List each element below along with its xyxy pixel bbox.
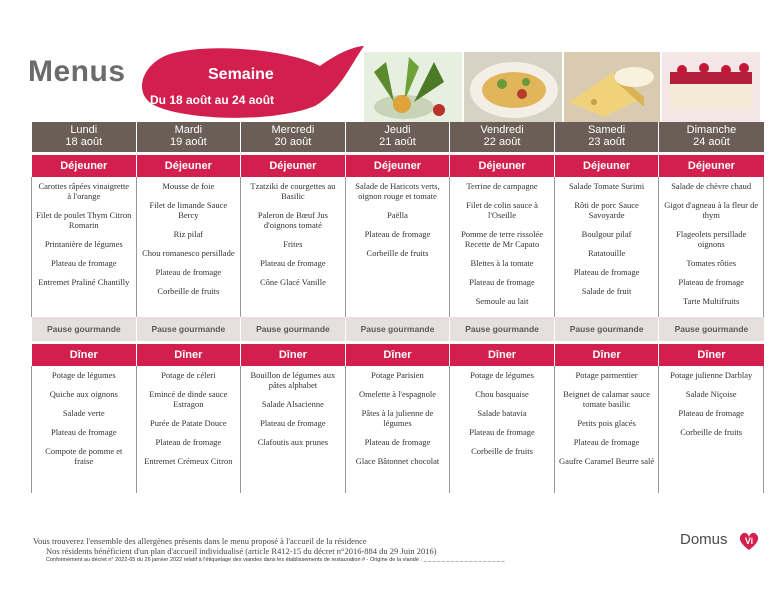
lunch-label: Déjeuner	[345, 155, 450, 177]
menu-item: Purée de Patate Douce	[149, 418, 227, 428]
day-header	[241, 122, 346, 152]
lunch-menu	[32, 177, 137, 317]
svg-text:Vi: Vi	[744, 536, 754, 546]
dinner-label: Dîner	[136, 344, 241, 366]
menu-item: Plateau de fromage	[50, 427, 117, 437]
menu-item: Ratatouille	[587, 248, 626, 258]
menu-item: Carottes râpées vinaigrette à l'orange	[38, 181, 130, 201]
menu-item: Entremet Praliné Chantilly	[38, 277, 130, 287]
lunch-menu	[659, 177, 764, 317]
lunch-label: Déjeuner	[554, 155, 659, 177]
menu-item: Omelette à l'espagnole	[358, 389, 436, 399]
lunch-label: Déjeuner	[659, 155, 764, 177]
menu-item: Compote de pomme et fraise	[45, 446, 123, 466]
menu-item: Rôti de porc Sauce Savoyarde	[574, 200, 639, 220]
day-header	[345, 122, 450, 152]
footer-decree: Conformément au décret n° 2022-65 du 26 janvier 2022 relatif à l'étiquetage des viandes dans les établissements de restauration # - Origine de la viande : _ _ _ _ _ _ _ _ _ _ _ _ _ _ _ _ _ _	[46, 557, 505, 563]
menu-item: Tarte Multifruits	[683, 296, 740, 306]
lunch-label: Déjeuner	[450, 155, 555, 177]
dinner-menu	[659, 366, 764, 493]
menu-item: Riz pilaf	[173, 229, 204, 239]
pause-gourmande: Pause gourmande	[345, 317, 450, 341]
pause-gourmande: Pause gourmande	[450, 317, 555, 341]
menu-item: Paleron de Bœuf Jus d'oignons tomaté	[257, 210, 328, 230]
menu-item: Salade Tomate Surimi	[568, 181, 645, 191]
menu-item: Chou romanesco persillade	[142, 248, 235, 258]
domusvi-logo: Domus	[680, 531, 728, 548]
menu-item: Gaufre Caramel Beurre salé	[559, 456, 655, 466]
day-date: 20 août	[274, 136, 312, 148]
day-name: Samedi	[587, 124, 626, 136]
menu-item: Printanière de légumes	[44, 239, 123, 249]
menu-item: Plateau de fromage	[678, 408, 744, 418]
dinner-menu	[241, 366, 346, 493]
menu-item: Frites	[283, 239, 303, 249]
menu-item: Plateau de fromage	[469, 277, 535, 287]
pause-gourmande: Pause gourmande	[241, 317, 346, 341]
menu-item: Chou basquaise	[475, 389, 529, 399]
menu-item: Plateau de fromage	[260, 258, 326, 268]
day-name: Vendredi	[480, 124, 524, 136]
dinner-label: Dîner	[659, 344, 764, 366]
lunch-menu	[136, 177, 241, 317]
food-photo-salad	[364, 52, 462, 122]
dinner-label: Dîner	[554, 344, 659, 366]
day-date: 19 août	[169, 136, 207, 148]
day-name: Mercredi	[271, 124, 315, 136]
day-name: Lundi	[70, 124, 98, 136]
food-photo-cheese	[564, 52, 660, 122]
menu-item: Filet de limande Sauce Bercy	[149, 200, 228, 220]
menu-item: Pâtes à la julienne de légumes	[361, 408, 434, 428]
lunch-menu	[554, 177, 659, 317]
lunch-menu	[345, 177, 450, 317]
menu-item: Glace Bâtonnet chocolat	[355, 456, 440, 466]
day-header	[659, 122, 764, 152]
menu-item: Clafoutis aux prunes	[257, 437, 329, 447]
menu-item: Plateau de fromage	[573, 267, 640, 277]
menu-grid	[31, 122, 764, 493]
lunch-menu	[241, 177, 346, 317]
menu-item: Potage de légumes	[51, 370, 116, 380]
day-date: 22 août	[483, 136, 521, 148]
menu-item: Entremet Crémeux Citron	[144, 456, 233, 466]
dinner-menu	[345, 366, 450, 493]
menu-item: Bouillon de légumes aux pâtes alphabet	[250, 370, 336, 390]
footer-allergens: Vous trouverez l'ensemble des allergènes présents dans le menu proposé à l'accueil de la résidence	[33, 536, 367, 546]
menu-item: Salade de Haricots verts, oignon rouge et tomate	[355, 181, 440, 201]
menu-item: Plateau de fromage	[469, 427, 535, 437]
menu-item: Salade de fruit	[581, 286, 632, 296]
menu-item: Plateau de fromage	[260, 418, 326, 428]
day-date: 24 août	[693, 136, 730, 148]
menu-item: Pomme de terre rissolée Recette de Mr Capato	[461, 229, 543, 249]
day-header	[32, 122, 137, 152]
menu-item: Petits pois glacés	[577, 418, 636, 428]
lunch-label: Déjeuner	[241, 155, 346, 177]
menu-item: Boulgour pilaf	[581, 229, 632, 239]
day-name: Dimanche	[686, 124, 737, 136]
menu-item: Plateau de fromage	[364, 437, 431, 447]
menu-item: Filet de poulet Thym Citron Romarin	[36, 210, 132, 230]
lunch-label: Déjeuner	[32, 155, 137, 177]
menu-item: Corbeille de fruits	[366, 248, 429, 258]
pause-gourmande: Pause gourmande	[554, 317, 659, 341]
dinner-label: Dîner	[345, 344, 450, 366]
menu-item: Potage de céleri	[161, 370, 216, 380]
dinner-label: Dîner	[32, 344, 137, 366]
menu-item: Plateau de fromage	[155, 267, 222, 277]
day-date: 21 août	[379, 136, 416, 148]
menu-item: Corbeille de fruits	[471, 446, 533, 456]
dinner-menu	[32, 366, 137, 493]
lunch-label: Déjeuner	[136, 155, 241, 177]
menu-item: Corbeille de fruits	[157, 286, 220, 296]
menu-item: Salade de chèvre chaud	[671, 181, 752, 191]
lunch-menu	[450, 177, 555, 317]
footer-plan: Nos résidents bénéficient d'un plan d'accueil individualisé (article R412-15 du décret n°2016-884 du 29 Juin 2016)	[46, 546, 437, 556]
day-date: 18 août	[65, 136, 103, 148]
page-title: Menus	[28, 55, 126, 88]
dinner-label: Dîner	[450, 344, 555, 366]
pause-gourmande: Pause gourmande	[136, 317, 241, 341]
day-header	[554, 122, 659, 152]
menu-item: Potage Parisien	[371, 370, 424, 380]
menu-item: Potage de légumes	[470, 370, 534, 380]
menu-item: Salade verte	[62, 408, 105, 418]
menu-item: Potage parmentier	[575, 370, 638, 380]
menu-item: Plateau de fromage	[573, 437, 640, 447]
week-label: Semaine	[208, 66, 274, 83]
pause-gourmande: Pause gourmande	[32, 317, 137, 341]
food-photo-pasta	[464, 52, 562, 122]
pause-gourmande: Pause gourmande	[659, 317, 764, 341]
menu-item: Plateau de fromage	[364, 229, 431, 239]
menu-item: Blettes à la tomate	[470, 258, 534, 268]
menu-item: Potage julienne Darblay	[670, 370, 753, 380]
menu-item: Flageolets persillade oignons	[676, 229, 747, 249]
menu-item: Plateau de fromage	[678, 277, 744, 287]
menu-item: Plateau de fromage	[50, 258, 117, 268]
day-name: Jeudi	[384, 124, 411, 136]
day-date: 23 août	[588, 136, 625, 148]
menu-item: Filet de colin sauce à l'Oseille	[466, 200, 538, 220]
menu-item: Paëlla	[387, 210, 408, 220]
day-name: Mardi	[174, 124, 203, 136]
day-header	[450, 122, 555, 152]
menu-item: Cône Glacé Vanille	[259, 277, 326, 287]
menu-item: Semoule au lait	[475, 296, 529, 306]
menu-item: Emincé de dinde sauce Estragon	[149, 389, 228, 409]
heart-logo-icon	[737, 529, 761, 553]
menu-item: Mousse de foie	[162, 181, 215, 191]
menu-item: Terrine de campagne	[466, 181, 538, 191]
date-range: Du 18 août au 24 août	[150, 93, 275, 107]
dinner-menu	[450, 366, 555, 493]
menu-item: Plateau de fromage	[155, 437, 222, 447]
day-header	[136, 122, 241, 152]
menu-item: Corbeille de fruits	[680, 427, 743, 437]
menu-item: Beignet de calamar sauce tomate basilic	[563, 389, 650, 409]
menu-item: Quiche aux oignons	[49, 389, 118, 399]
menu-item: Tzatziki de courgettes au Basilic	[250, 181, 336, 201]
menu-item: Gigot d'agneau à la fleur de thym	[664, 200, 759, 220]
food-photo-dessert	[662, 52, 760, 122]
dinner-label: Dîner	[241, 344, 346, 366]
menu-item: Salade batavia	[477, 408, 527, 418]
dinner-menu	[554, 366, 659, 493]
menu-item: Salade Alsacienne	[261, 399, 324, 409]
menu-item: Salade Niçoise	[685, 389, 737, 399]
menu-item: Tomates rôties	[686, 258, 737, 268]
dinner-menu	[136, 366, 241, 493]
